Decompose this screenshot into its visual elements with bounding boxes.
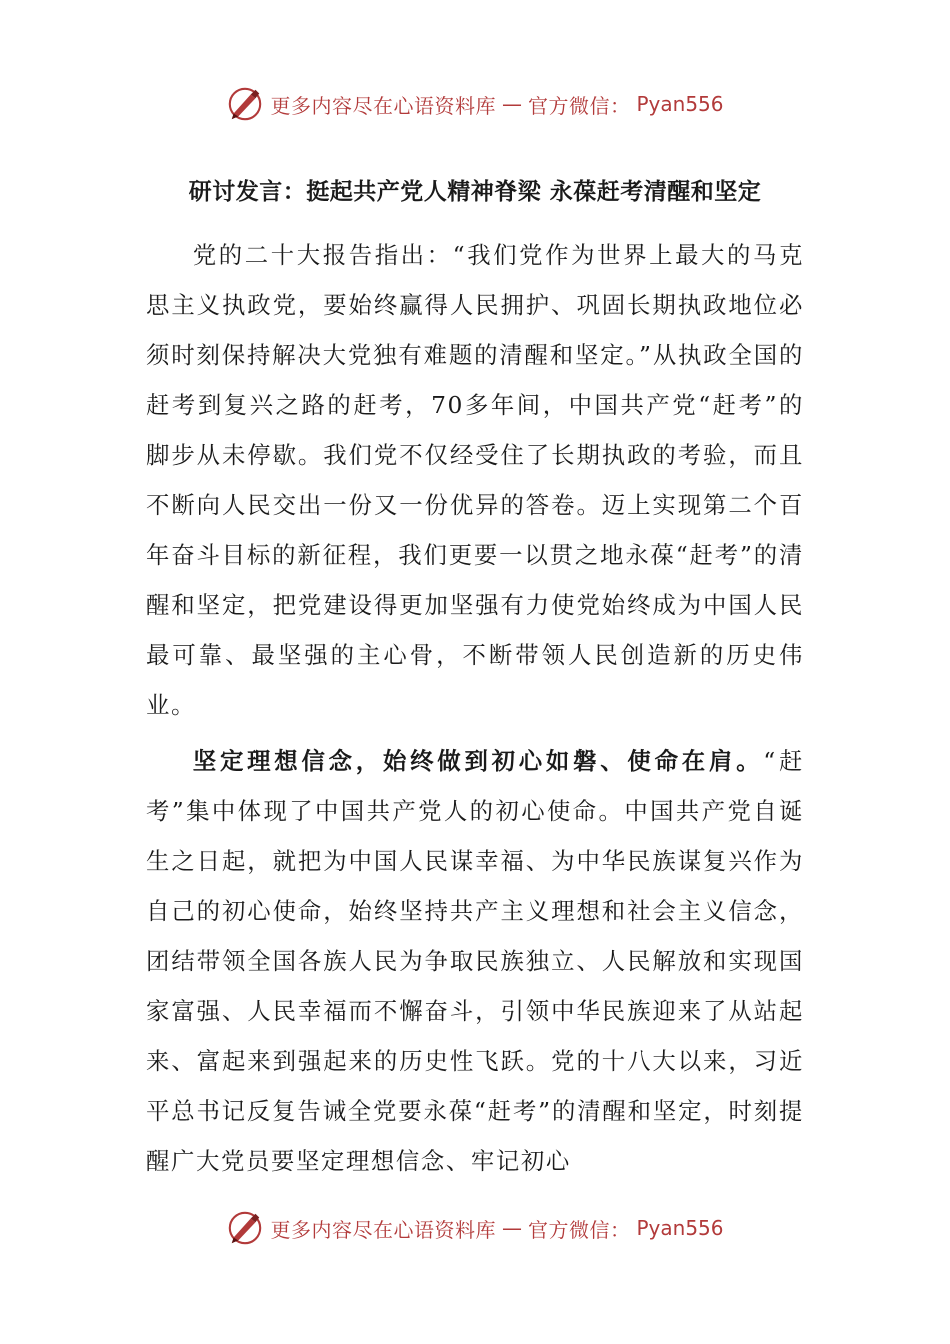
watermark-wechat-id: Pyan556 xyxy=(636,1216,724,1240)
document-title: 研讨发言：挺起共产党人精神脊梁 永葆赶考清醒和坚定 xyxy=(188,179,762,205)
document-body xyxy=(146,230,804,1192)
paragraph-1 xyxy=(146,230,804,730)
watermark-footer xyxy=(0,1206,950,1250)
watermark-separator: — xyxy=(501,92,522,116)
watermark-header xyxy=(0,82,950,126)
watermark-separator: — xyxy=(501,1216,522,1240)
paragraph-2-text: “赶考”集中体现了中国共产党人的初心使命。中国共产党自诞生之日起，就把为中国人民谋幸福、为中华民族谋复兴作为自己的初心使命，始终坚持共产主义理想和社会主义信念，团结带领全国各族人民为争取民族独立、人民解放和实现国家富强、人民幸福而不懈奋斗，引领中华民族迎来了从站起来、富起来到强起来的历史性飞跃。党的十八大以来，习近平总书记反复告诫全党要永葆“赶考”的清醒和坚定，时刻提醒广大党员要坚定理想信念、牢记初心 xyxy=(146,747,804,1175)
paragraph-2 xyxy=(146,736,804,1186)
watermark-wechat-label: 官方微信： xyxy=(527,1217,631,1242)
paragraph-2-lead: 坚定理想信念，始终做到初心如磐、使命在肩。 xyxy=(192,747,764,775)
watermark-main-text: 更多内容尽在心语资料库 xyxy=(270,93,496,118)
watermark-wechat-id: Pyan556 xyxy=(636,92,724,116)
watermark-wechat-label: 官方微信： xyxy=(527,93,631,118)
pen-logo-icon xyxy=(226,85,264,123)
pen-logo-icon xyxy=(226,1209,264,1247)
paragraph-1-text: 党的二十大报告指出：“我们党作为世界上最大的马克思主义执政党，要始终赢得人民拥护、巩固长期执政地位必须时刻保持解决大党独有难题的清醒和坚定。”从执政全国的赶考到复兴之路的赶考，70多年间，中国共产党“赶考”的脚步从未停歇。我们党不仅经受住了长期执政的考验，而且不断向人民交出一份又一份优异的答卷。迈上实现第二个百年奋斗目标的新征程，我们更要一以贯之地永葆“赶考”的清醒和坚定，把党建设得更加坚强有力使党始终成为中国人民最可靠、最坚强的主心骨，不断带领人民创造新的历史伟业。 xyxy=(146,241,804,719)
watermark-main-text: 更多内容尽在心语资料库 xyxy=(270,1217,496,1242)
